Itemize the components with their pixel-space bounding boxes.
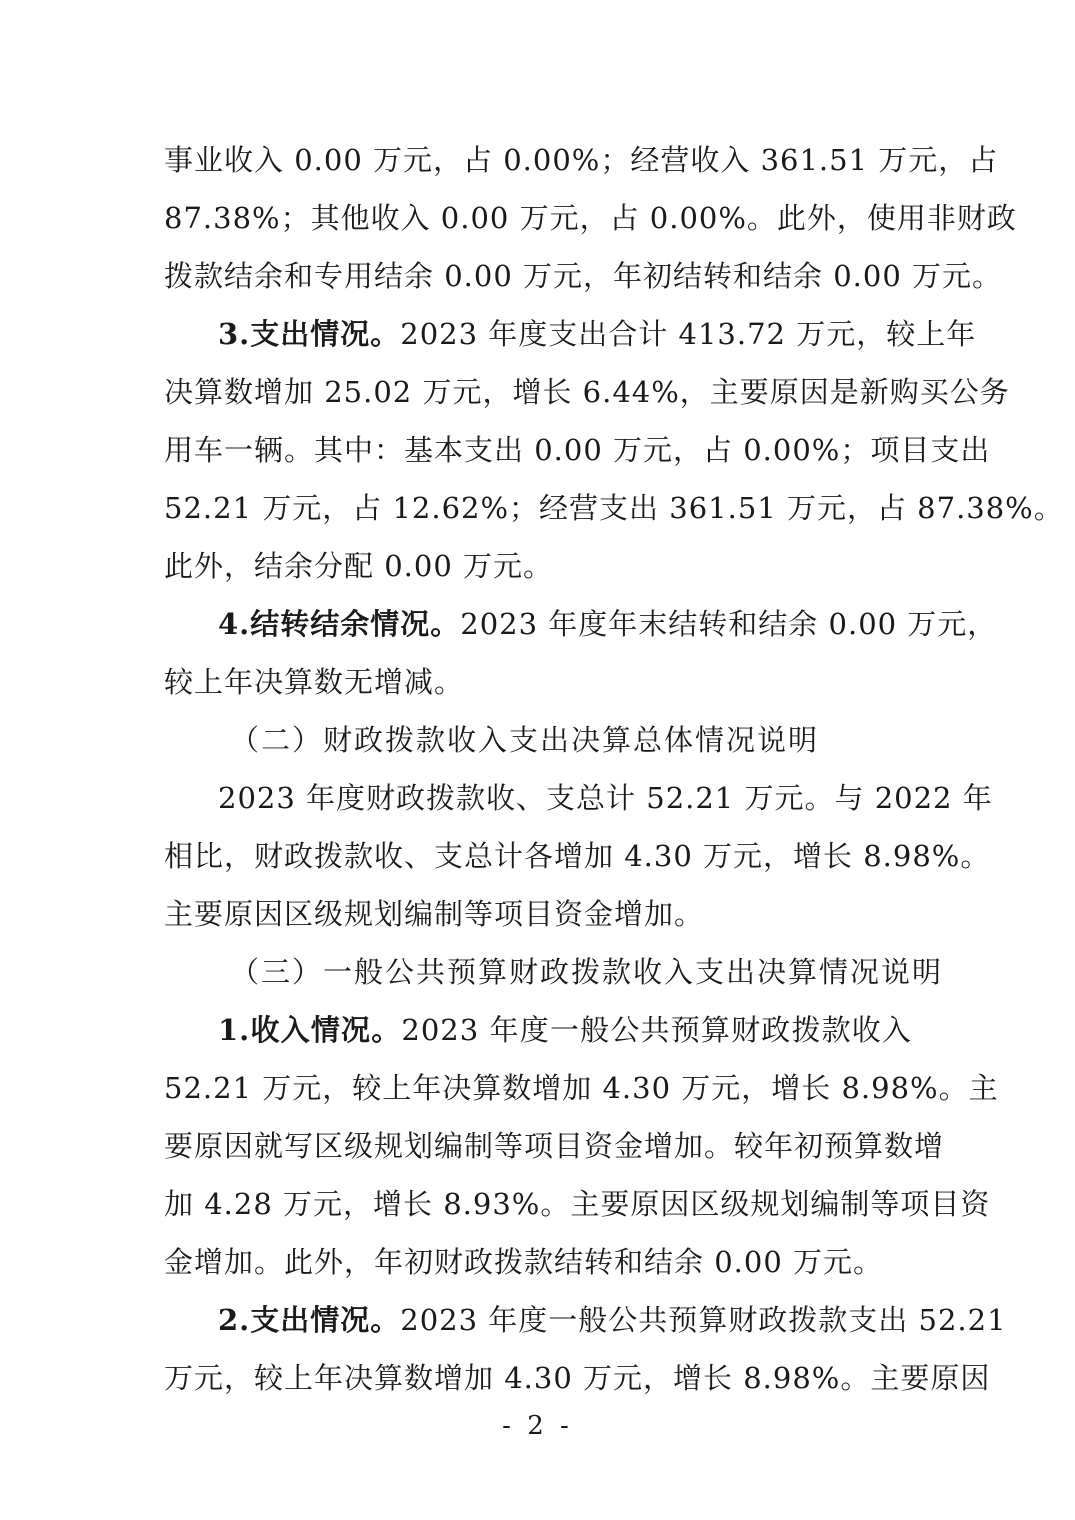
paragraph-line [218, 314, 977, 354]
paragraph-line [164, 198, 1017, 238]
paragraph-line [164, 894, 912, 934]
line-text: 用车一辆。其中：基本支出 0.00 万元，占 0.00%；项目支出 [164, 433, 991, 467]
paragraph-line [164, 546, 912, 586]
line-text: 2023 年度一般公共预算财政拨款支出 52.21 [400, 1303, 1007, 1337]
paragraph-line [164, 836, 991, 876]
heading-text: （二）财政拨款收入支出决算总体情况说明 [230, 723, 820, 757]
section-heading [230, 952, 943, 992]
paragraph-line [218, 604, 998, 644]
section-heading-inline: 3.支出情况。 [218, 317, 401, 351]
line-text: 此外，结余分配 0.00 万元。 [164, 549, 554, 583]
line-text: 2023 年度财政拨款收、支总计 52.21 万元。与 2022 年 [218, 781, 993, 815]
line-text: 2023 年度支出合计 413.72 万元，较上年 [400, 317, 977, 351]
line-text: 主要原因区级规划编制等项目资金增加。 [164, 897, 705, 931]
paragraph-line [164, 1358, 991, 1398]
line-text: 87.38%；其他收入 0.00 万元，占 0.00%。此外，使用非财政 [164, 201, 1017, 235]
section-heading-inline: 2.支出情况。 [218, 1303, 401, 1337]
paragraph-line [164, 140, 999, 180]
line-text: 较上年决算数无增减。 [164, 665, 465, 699]
section-heading-inline: 1.收入情况。 [218, 1013, 402, 1047]
line-text: 万元，较上年决算数增加 4.30 万元，增长 8.98%。主要原因 [164, 1361, 991, 1395]
line-text: 要原因就写区级规划编制等项目资金增加。较年初预算数增 [164, 1129, 945, 1163]
line-text: 52.21 万元，占 12.62%；经营支出 361.51 万元，占 87.38%。 [164, 491, 1064, 525]
line-text: 2023 年度一般公共预算财政拨款收入 [401, 1013, 912, 1047]
line-text: 金增加。此外，年初财政拨款结转和结余 0.00 万元。 [164, 1245, 884, 1279]
line-text: 相比，财政拨款收、支总计各增加 4.30 万元，增长 8.98%。 [164, 839, 991, 873]
paragraph-line [164, 372, 1010, 412]
paragraph-line [164, 1184, 991, 1224]
paragraph-line [164, 430, 991, 470]
paragraph-line [164, 1242, 912, 1282]
line-text: 加 4.28 万元，增长 8.93%。主要原因区级规划编制等项目资 [164, 1187, 991, 1221]
paragraph-line [164, 1126, 945, 1166]
heading-text: （三）一般公共预算财政拨款收入支出决算情况说明 [230, 955, 944, 989]
paragraph-line [164, 1068, 999, 1108]
paragraph-line [164, 488, 1064, 528]
paragraph-line [164, 662, 912, 702]
line-text: 事业收入 0.00 万元，占 0.00%；经营收入 361.51 万元，占 [164, 143, 999, 177]
paragraph-line [218, 778, 993, 818]
page-number: - 2 - [502, 1411, 573, 1441]
paragraph-line [218, 1300, 1007, 1340]
line-text: 拨款结余和专用结余 0.00 万元，年初结转和结余 0.00 万元。 [164, 259, 1003, 293]
section-heading [230, 720, 819, 760]
line-text: 52.21 万元，较上年决算数增加 4.30 万元，增长 8.98%。主 [164, 1071, 999, 1105]
line-text: 决算数增加 25.02 万元，增长 6.44%，主要原因是新购买公务 [164, 375, 1010, 409]
paragraph-line [218, 1010, 912, 1050]
line-text: 2023 年度年末结转和结余 0.00 万元， [460, 607, 998, 641]
section-heading-inline: 4.结转结余情况。 [218, 607, 461, 641]
paragraph-line [164, 256, 1003, 296]
